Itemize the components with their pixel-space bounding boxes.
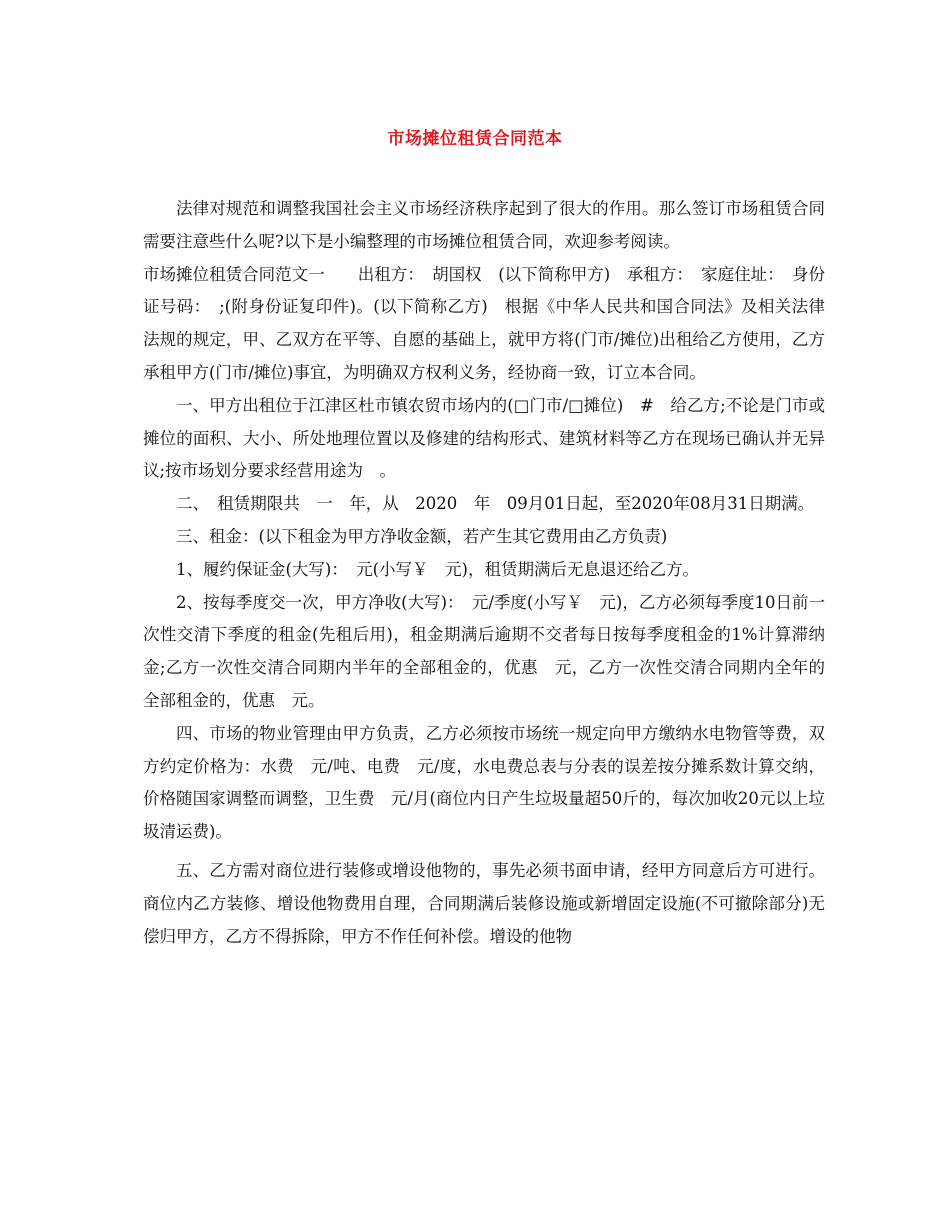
clause-2-paragraph: 二、 租赁期限共 一 年，从 2020 年 09月01日起，至2020年08月31日期满。 <box>176 494 815 514</box>
clause-4-paragraph: 四、市场的物业管理由甲方负责，乙方必须按市场统一规定向甲方缴纳水电物管等费，双方约定价格为：水费 元/吨、电费 元/度，水电费总表与分表的误差按分摊系数计算交纳，价格随国家调整而调整，卫生费 元/月(商位内日产生垃圾量超50斤的，每次加收20元以上垃圾清运费)。 <box>143 723 825 842</box>
document-title: 市场摊位租赁合同范本 <box>387 129 563 149</box>
document-body <box>143 193 825 953</box>
contract-parties-paragraph: 市场摊位租赁合同范文一 出租方： 胡国权 (以下简称甲方) 承租方： 家庭住址： 身份证号码： ;(附身份证复印件)。(以下简称乙方) 根据《中华人民共和国合同法》及相关法律法规的规定，甲、乙双方在平等、自愿的基础上，就甲方将(门市/摊位)出租给乙方使用，乙方承租甲方(门市/摊位)事宜，为明确双方权利义务，经协商一致，订立本合同。 <box>143 264 825 382</box>
clause-3-paragraph: 三、租金：(以下租金为甲方净收金额，若产生其它费用由乙方负责) <box>176 526 668 546</box>
intro-paragraph: 法律对规范和调整我国社会主义市场经济秩序起到了很大的作用。那么签订市场租赁合同需要注意些什么呢?以下是小编整理的市场摊位租赁合同，欢迎参考阅读。 <box>143 199 825 251</box>
clause-5-paragraph: 五、乙方需对商位进行装修或增设他物的，事先必须书面申请，经甲方同意后方可进行。商位内乙方装修、增设他物费用自理，合同期满后装修设施或新增固定设施(不可撤除部分)无偿归甲方，乙方不得拆除，甲方不作任何补偿。增设的他物 <box>143 860 825 946</box>
clause-1-paragraph: 一、甲方出租位于江津区杜市镇农贸市场内的(□门市/□摊位) # 给乙方;不论是门市或摊位的面积、大小、所处地理位置以及修建的结构形式、建筑材料等乙方在现场已确认并无异议;按市场划分要求经营用途为 。 <box>143 395 825 481</box>
clause-3-1-paragraph: 1、履约保证金(大写)： 元(小写￥ 元)，租赁期满后无息退还给乙方。 <box>176 559 699 579</box>
clause-3-2-paragraph: 2、按每季度交一次，甲方净收(大写)： 元/季度(小写￥ 元)，乙方必须每季度10日前一次性交清下季度的租金(先租后用)，租金期满后逾期不交者每日按每季度租金的1%计算滞纳金;乙方一次性交清合同期内半年的全部租金的，优惠 元，乙方一次性交清合同期内全年的全部租金的，优惠 元。 <box>143 592 825 710</box>
